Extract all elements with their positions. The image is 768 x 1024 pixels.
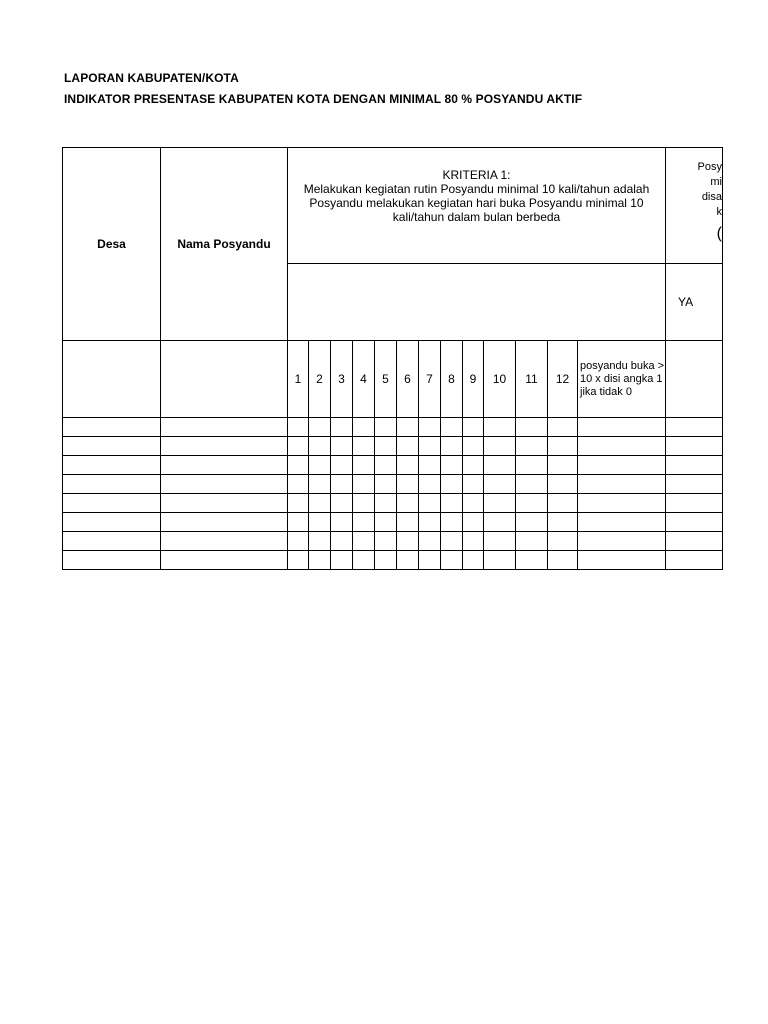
table-cell[interactable]	[309, 513, 331, 532]
table-cell[interactable]	[331, 551, 353, 570]
report-table	[62, 147, 723, 570]
table-cell[interactable]	[484, 494, 516, 513]
table-cell[interactable]	[63, 418, 161, 437]
table-cell[interactable]	[397, 513, 419, 532]
table-cell[interactable]	[666, 532, 723, 551]
table-row	[63, 418, 723, 437]
table-cell[interactable]	[63, 551, 161, 570]
table-cell[interactable]	[516, 418, 548, 437]
table-cell[interactable]	[578, 456, 666, 475]
table-cell[interactable]	[441, 513, 463, 532]
table-cell[interactable]	[161, 456, 288, 475]
table-cell[interactable]	[463, 551, 484, 570]
table-row	[63, 494, 723, 513]
table-cell[interactable]	[441, 437, 463, 456]
table-cell[interactable]	[548, 532, 578, 551]
table-cell[interactable]	[548, 418, 578, 437]
table-cell[interactable]	[161, 437, 288, 456]
table-cell[interactable]	[375, 475, 397, 494]
month-header-10: 10	[484, 341, 516, 418]
table-cell[interactable]	[397, 532, 419, 551]
table-cell[interactable]	[353, 532, 375, 551]
month-header-1: 1	[288, 341, 309, 418]
table-cell[interactable]	[548, 551, 578, 570]
table-cell[interactable]	[441, 475, 463, 494]
table-cell[interactable]	[375, 456, 397, 475]
month-row-ya-cell	[666, 341, 723, 418]
table-cell[interactable]	[161, 494, 288, 513]
clipped-header-line: (	[716, 225, 722, 242]
month-header-6: 6	[397, 341, 419, 418]
table-cell[interactable]	[288, 437, 309, 456]
table-cell[interactable]	[666, 456, 723, 475]
clipped-header-line: mi	[710, 176, 722, 188]
table-cell[interactable]	[548, 456, 578, 475]
table-cell[interactable]	[331, 513, 353, 532]
month-header-7: 7	[419, 341, 441, 418]
table-cell[interactable]	[441, 418, 463, 437]
table-cell[interactable]	[484, 551, 516, 570]
table-cell[interactable]	[666, 551, 723, 570]
table-cell[interactable]	[578, 513, 666, 532]
table-cell[interactable]	[63, 494, 161, 513]
table-cell[interactable]	[666, 418, 723, 437]
table-cell[interactable]	[353, 551, 375, 570]
table-cell[interactable]	[375, 513, 397, 532]
table-cell[interactable]	[666, 437, 723, 456]
clipped-header-line: k	[716, 206, 722, 218]
month-header-4: 4	[353, 341, 375, 418]
table-row	[63, 513, 723, 532]
table-cell[interactable]	[353, 437, 375, 456]
table-cell[interactable]	[484, 456, 516, 475]
table-row	[63, 437, 723, 456]
report-title: LAPORAN KABUPATEN/KOTA	[64, 71, 239, 85]
table-cell[interactable]	[578, 437, 666, 456]
table-cell[interactable]	[666, 475, 723, 494]
table-cell[interactable]	[309, 551, 331, 570]
table-row	[63, 532, 723, 551]
table-cell[interactable]	[419, 418, 441, 437]
table-cell[interactable]	[288, 551, 309, 570]
table-cell[interactable]	[397, 475, 419, 494]
table-cell[interactable]	[578, 475, 666, 494]
table-cell[interactable]	[309, 475, 331, 494]
report-table-viewport	[62, 147, 768, 575]
table-cell[interactable]	[441, 551, 463, 570]
table-cell[interactable]	[666, 513, 723, 532]
table-cell[interactable]	[516, 532, 548, 551]
table-cell[interactable]	[666, 494, 723, 513]
month-header-9: 9	[463, 341, 484, 418]
table-cell[interactable]	[375, 437, 397, 456]
header-kriteria-1	[288, 148, 666, 264]
table-cell[interactable]	[484, 437, 516, 456]
table-cell[interactable]	[419, 494, 441, 513]
table-row	[63, 456, 723, 475]
table-cell[interactable]	[516, 437, 548, 456]
table-cell[interactable]	[578, 532, 666, 551]
month-row-desa-cell	[63, 341, 161, 418]
table-cell[interactable]	[548, 513, 578, 532]
table-cell[interactable]	[353, 494, 375, 513]
table-cell[interactable]	[161, 475, 288, 494]
table-cell[interactable]	[397, 418, 419, 437]
table-cell[interactable]	[419, 475, 441, 494]
table-cell[interactable]	[516, 475, 548, 494]
table-cell[interactable]	[331, 456, 353, 475]
table-cell[interactable]	[463, 513, 484, 532]
table-cell[interactable]	[484, 513, 516, 532]
table-cell[interactable]	[288, 475, 309, 494]
table-cell[interactable]	[353, 475, 375, 494]
table-cell[interactable]	[463, 418, 484, 437]
table-cell[interactable]	[309, 494, 331, 513]
clipped-header-line: Posy	[697, 161, 722, 173]
table-cell[interactable]	[63, 513, 161, 532]
table-row	[63, 551, 723, 570]
table-cell[interactable]	[161, 513, 288, 532]
table-cell[interactable]	[548, 475, 578, 494]
table-cell[interactable]	[375, 532, 397, 551]
header-blank-band	[288, 264, 666, 341]
table-cell[interactable]	[309, 437, 331, 456]
table-cell[interactable]	[548, 437, 578, 456]
table-cell[interactable]	[288, 532, 309, 551]
table-cell[interactable]	[353, 456, 375, 475]
table-cell[interactable]	[419, 456, 441, 475]
table-cell[interactable]	[397, 551, 419, 570]
table-cell[interactable]	[63, 532, 161, 551]
month-note: posyandu buka > 10 x disi angka 1 jika tidak 0	[578, 341, 666, 418]
table-cell[interactable]	[578, 494, 666, 513]
report-subtitle: INDIKATOR PRESENTASE KABUPATEN KOTA DENGAN MINIMAL 80 % POSYANDU AKTIF	[64, 92, 583, 106]
month-header-8: 8	[441, 341, 463, 418]
table-cell[interactable]	[578, 551, 666, 570]
table-cell[interactable]	[331, 475, 353, 494]
table-cell[interactable]	[161, 551, 288, 570]
table-cell[interactable]	[484, 532, 516, 551]
table-cell[interactable]	[331, 437, 353, 456]
table-cell[interactable]	[397, 437, 419, 456]
table-cell[interactable]	[375, 494, 397, 513]
table-cell[interactable]	[63, 475, 161, 494]
table-cell[interactable]	[548, 494, 578, 513]
table-cell[interactable]	[463, 532, 484, 551]
table-cell[interactable]	[288, 456, 309, 475]
table-cell[interactable]	[484, 475, 516, 494]
table-cell[interactable]	[309, 456, 331, 475]
header-nama-posyandu: Nama Posyandu	[161, 148, 288, 341]
table-cell[interactable]	[63, 456, 161, 475]
month-row-nama-cell	[161, 341, 288, 418]
table-cell[interactable]	[63, 437, 161, 456]
kriteria-title: KRITERIA 1:	[442, 168, 511, 182]
month-header-3: 3	[331, 341, 353, 418]
month-header-12: 12	[548, 341, 578, 418]
table-cell[interactable]	[375, 551, 397, 570]
table-cell[interactable]	[463, 494, 484, 513]
kriteria-description: Melakukan kegiatan rutin Posyandu minimal 10 kali/tahun adalah Posyandu melakukan kegiatan hari buka Posyandu minimal 10 kali/tahun dalam bulan berbeda	[303, 182, 650, 224]
month-header-5: 5	[375, 341, 397, 418]
table-cell[interactable]	[441, 494, 463, 513]
table-cell[interactable]	[331, 418, 353, 437]
table-cell[interactable]	[353, 418, 375, 437]
header-clipped-criteria	[666, 148, 723, 264]
table-cell[interactable]	[578, 418, 666, 437]
table-cell[interactable]	[419, 532, 441, 551]
table-cell[interactable]	[463, 456, 484, 475]
table-cell[interactable]	[309, 532, 331, 551]
table-cell[interactable]	[161, 418, 288, 437]
table-cell[interactable]	[516, 551, 548, 570]
month-header-2: 2	[309, 341, 331, 418]
header-ya: YA	[666, 264, 723, 341]
table-cell[interactable]	[397, 456, 419, 475]
table-cell[interactable]	[484, 418, 516, 437]
table-cell[interactable]	[288, 418, 309, 437]
table-cell[interactable]	[516, 513, 548, 532]
header-desa: Desa	[63, 148, 161, 341]
table-cell[interactable]	[288, 494, 309, 513]
table-cell[interactable]	[288, 513, 309, 532]
table-cell[interactable]	[516, 456, 548, 475]
table-cell[interactable]	[419, 551, 441, 570]
table-cell[interactable]	[463, 475, 484, 494]
table-cell[interactable]	[419, 437, 441, 456]
table-cell[interactable]	[441, 456, 463, 475]
table-cell[interactable]	[516, 494, 548, 513]
table-cell[interactable]	[331, 532, 353, 551]
table-cell[interactable]	[309, 418, 331, 437]
table-cell[interactable]	[463, 437, 484, 456]
table-cell[interactable]	[161, 532, 288, 551]
table-cell[interactable]	[375, 418, 397, 437]
table-cell[interactable]	[419, 513, 441, 532]
clipped-header-line: disa	[701, 191, 722, 203]
table-cell[interactable]	[353, 513, 375, 532]
table-cell[interactable]	[397, 494, 419, 513]
month-header-11: 11	[516, 341, 548, 418]
table-cell[interactable]	[331, 494, 353, 513]
table-row	[63, 475, 723, 494]
table-cell[interactable]	[441, 532, 463, 551]
